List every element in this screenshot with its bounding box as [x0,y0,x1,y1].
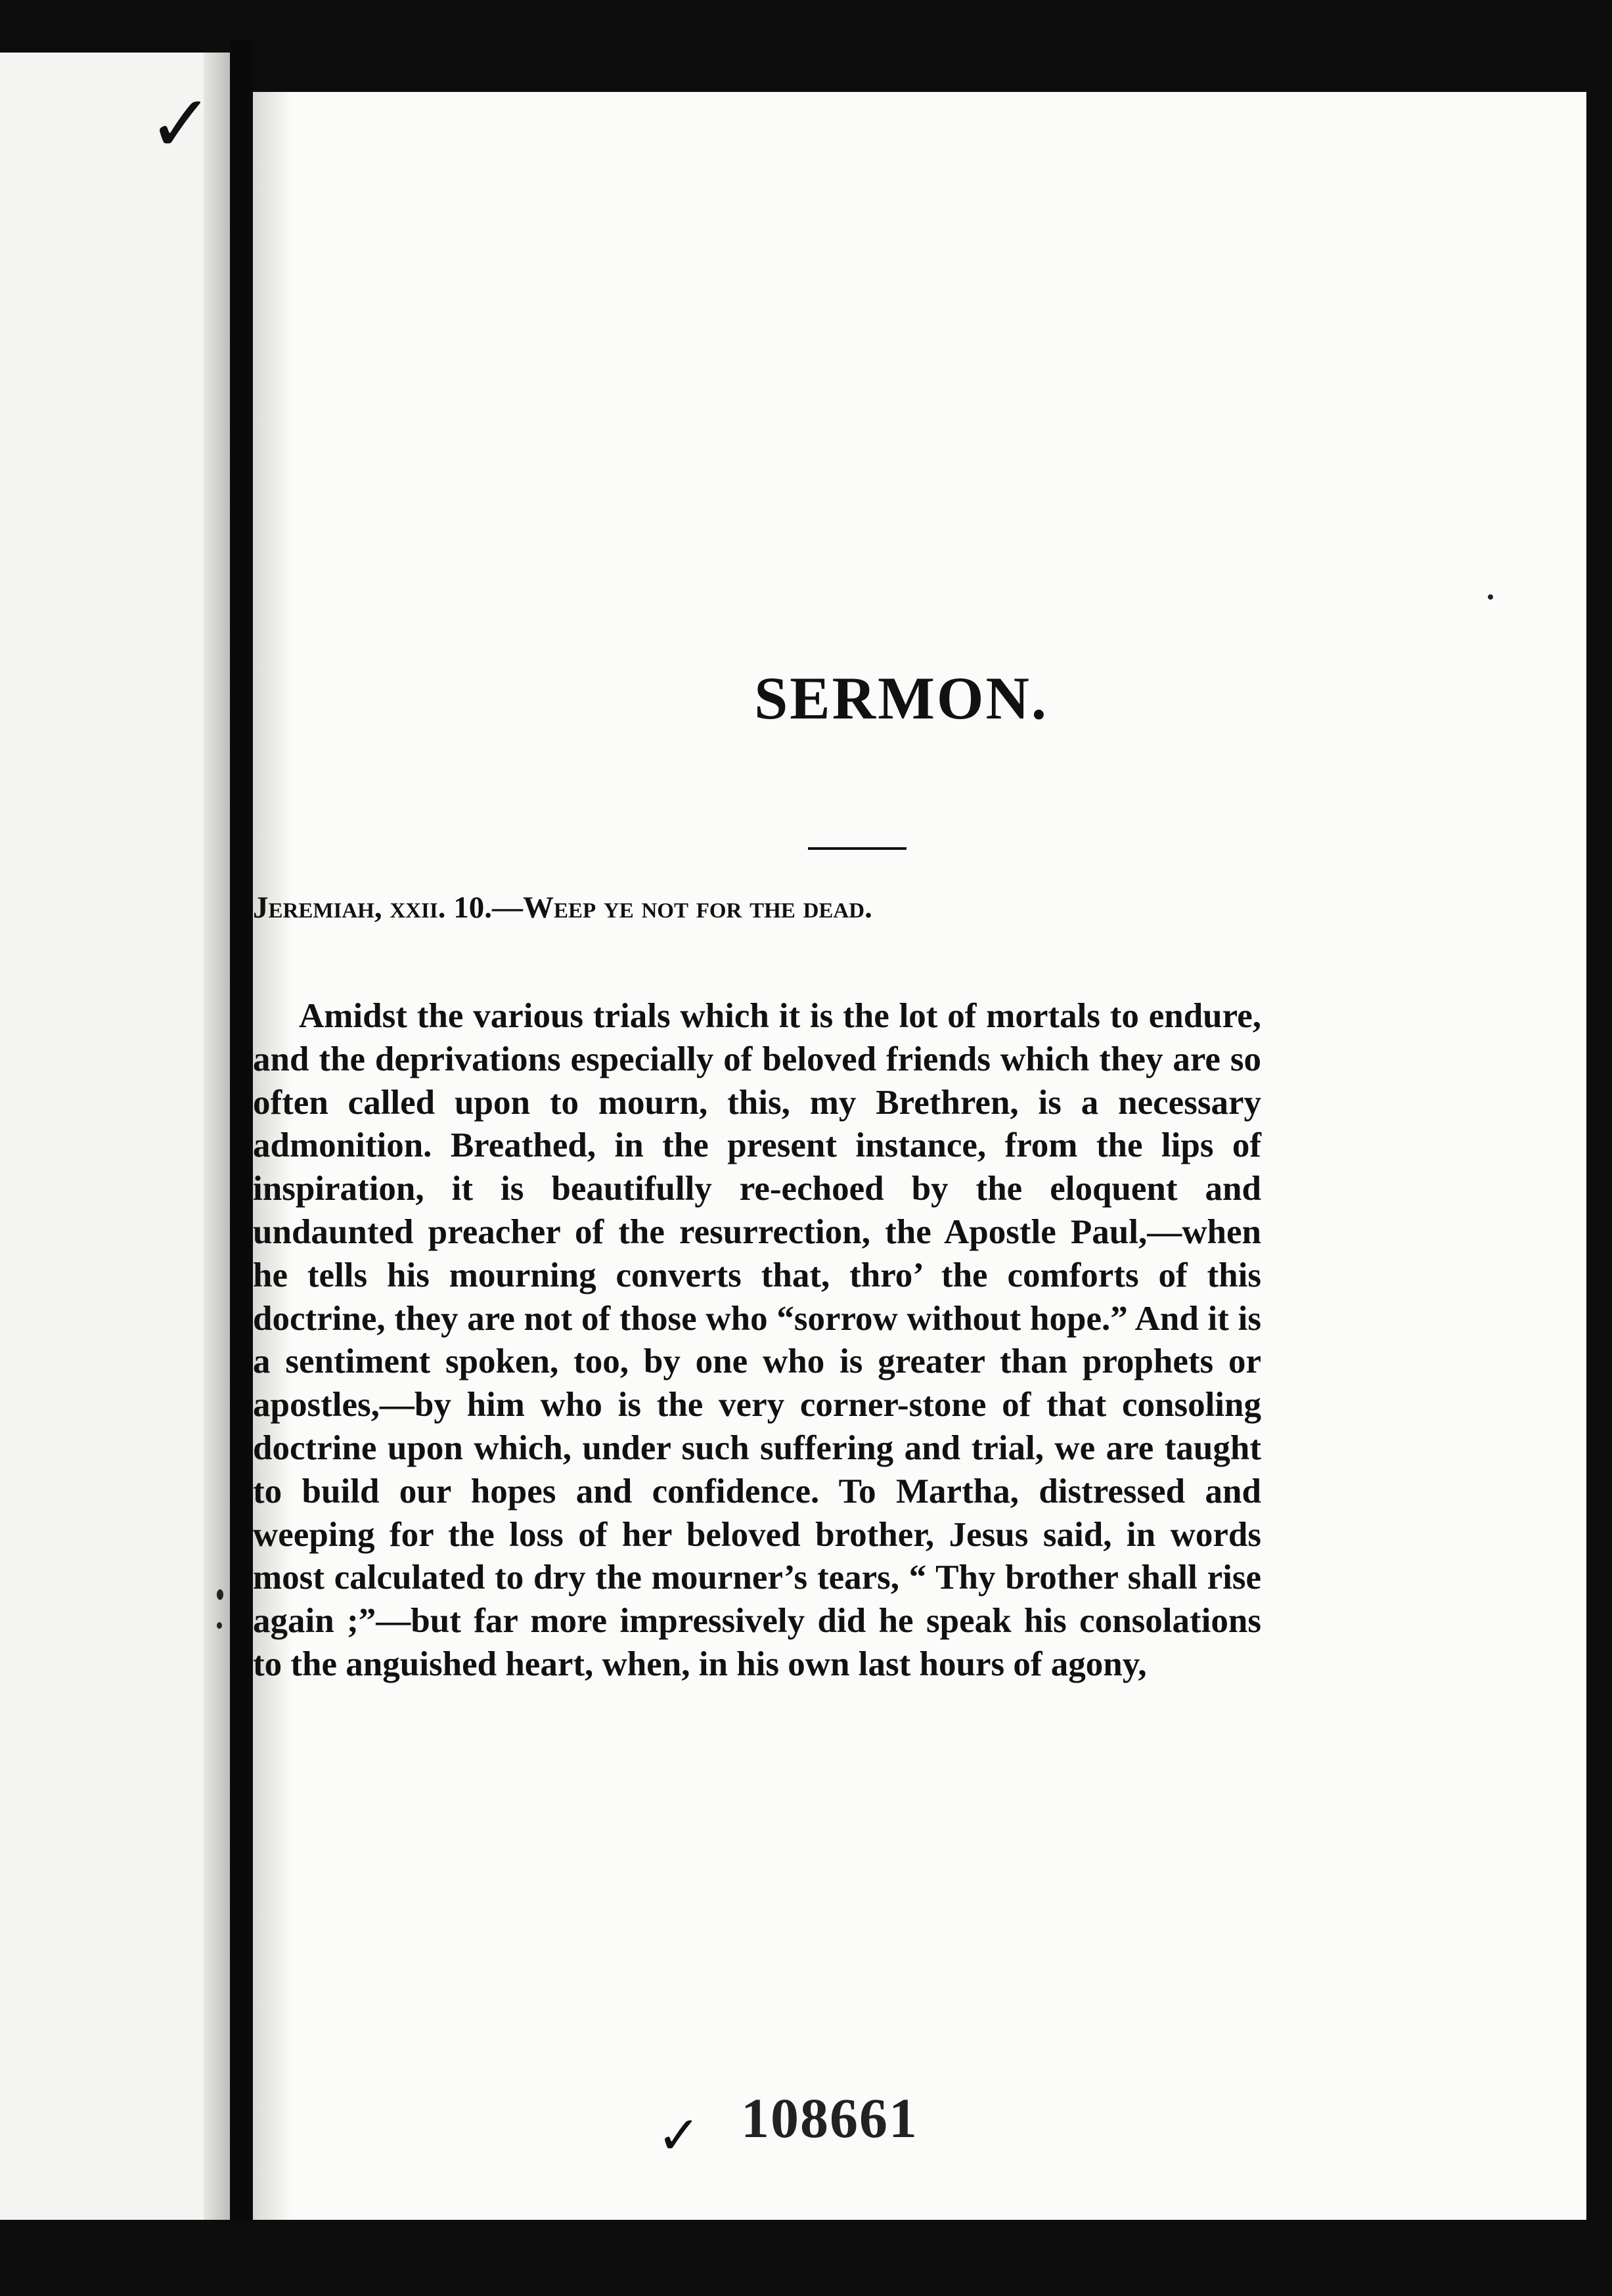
check-mark-icon-bottom: ✓ [657,2105,702,2166]
body-paragraph: Amidst the various trials which it is the lot of mortals to endure, and the deprivations especially of beloved friends which they are so often called upon to mourn, this, my Brethren, is a necessary admonition. Breathed, in the present instance, from the lips of inspiration, it is beautifully re-echoed by the eloquent and undaunted preacher of the resurrection, the Apostle Paul,—when he tells his mourning converts that, thro’ the comforts of this doctrine, they are not of those who “sorrow without hope.” And it is a sentiment spoken, too, by one who is greater than prophets or apostles,—by him who is the very corner-stone of that consoling doctrine upon which, under such suffering and trial, we are taught to build our hopes and confidence. To Martha, distressed and weeping for the loss of her beloved brother, Jesus said, in words most calculated to dry the mourner’s tears, “ Thy brother shall rise again ;”—but far more impressively did he speak his consolations to the anguished heart, when, in his own last hours of agony, [253,997,1261,1683]
book-gutter [230,39,253,2220]
scripture-text: Weep ye not for the dead. [522,891,872,925]
scripture-heading [253,883,1258,932]
page-edge [204,53,230,2220]
accession-stamp: 108661 [741,2086,918,2150]
speck [217,1589,223,1600]
check-mark-icon: ✓ [148,79,214,170]
scripture-reference: Jeremiah, xxii. 10.— [253,891,523,925]
title-rule [808,847,907,850]
sermon-body [253,995,1261,1687]
page-title: SERMON. [754,665,1048,732]
speck [217,1622,222,1629]
left-page [0,53,230,2220]
speck [1488,594,1493,600]
